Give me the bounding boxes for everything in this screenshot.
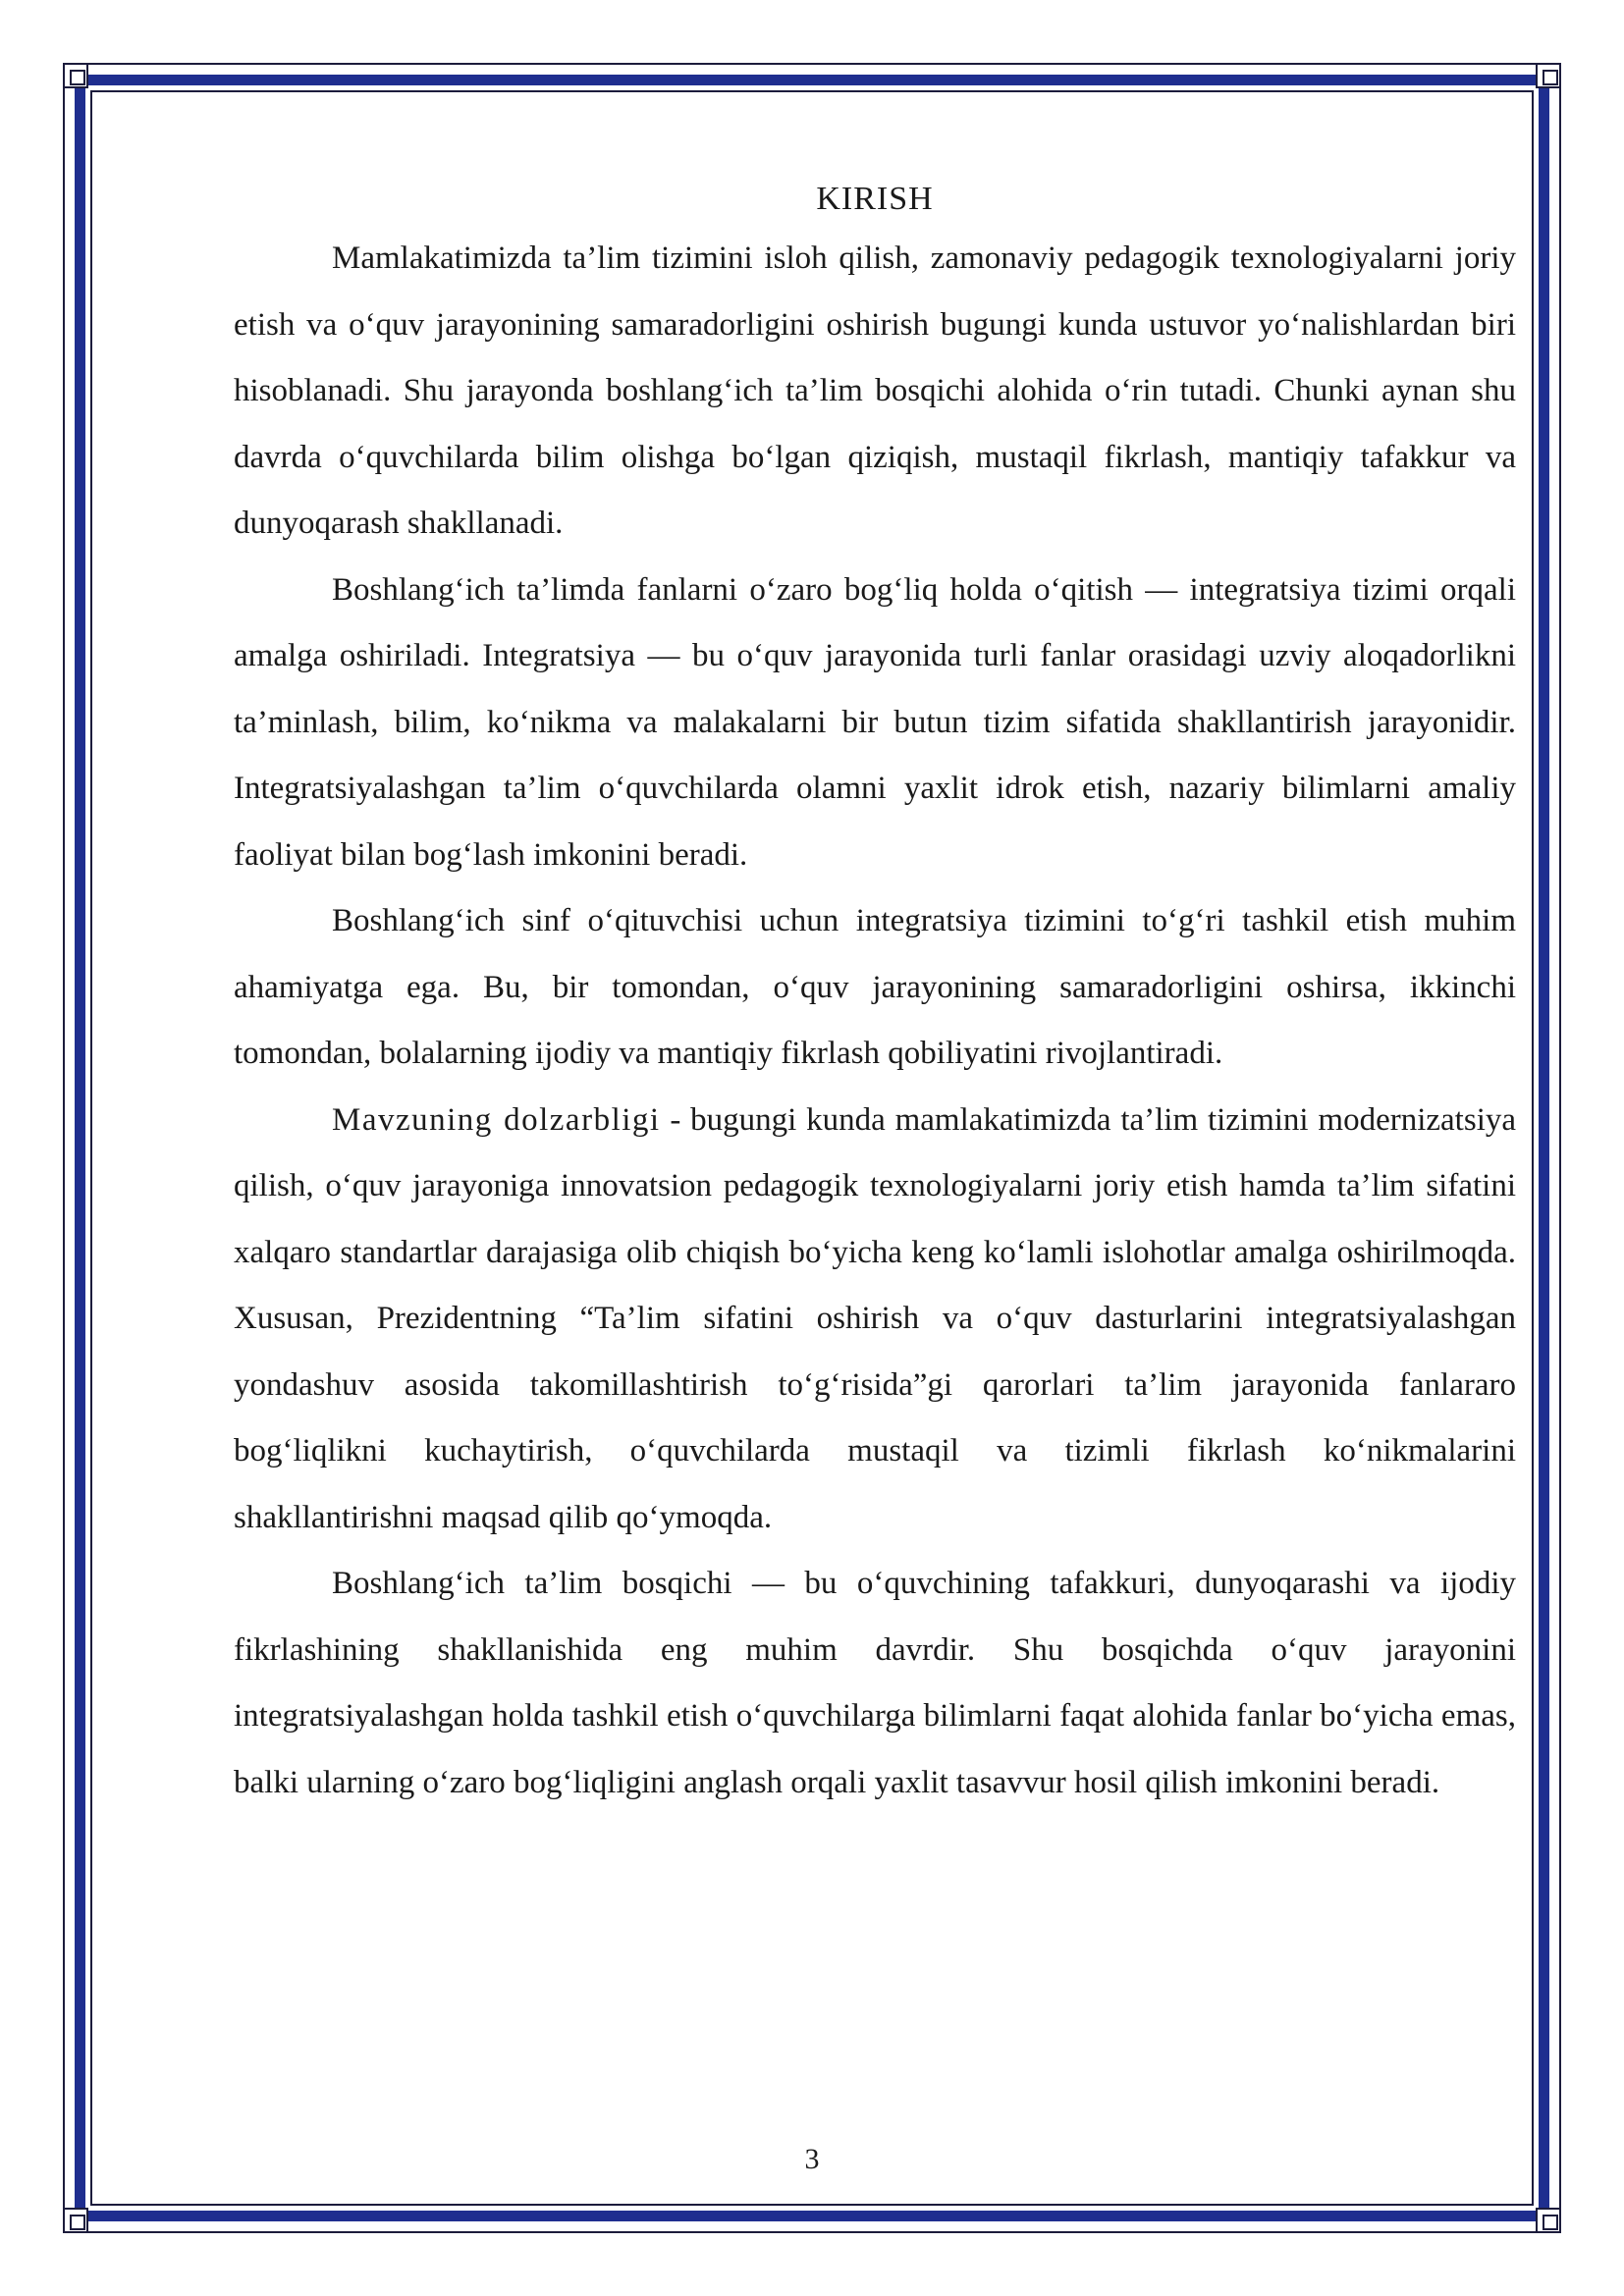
page-number: 3 xyxy=(804,2143,820,2175)
document-body xyxy=(234,175,1516,1816)
paragraph-4 xyxy=(234,1088,1516,1552)
corner-ornament-bottom-right xyxy=(1536,2208,1561,2233)
paragraph-3: Boshlang‘ich sinf o‘qituvchisi uchun integratsiya tizimini to‘g‘ri tashkil etish muhim ahamiyatga ega. Bu, bir tomondan, o‘quv jarayonining samaradorligini oshirsa, ikkinchi tomondan, bolalarning ijodiy va mantiqiy fikrlash qobiliyatini rivojlantiradi. xyxy=(234,903,1516,1071)
paragraph-2: Boshlang‘ich ta’limda fanlarni o‘zaro bog‘liq holda o‘qitish — integratsiya tizimi orqali amalga oshiriladi. Integratsiya — bu o‘quv jarayonida turli fanlar orasidagi uzviy aloqadorlikni ta’minlash, bilim, ko‘nikma va malakalarni bir butun tizim sifatida shakllantirish jarayonidir. Integratsiyalashgan ta’lim o‘quvchilarda olamni yaxlit idrok etish, nazariy bilimlarni amaliy faoliyat bilan bog‘lash imkonini beradi. xyxy=(234,571,1516,873)
section-heading: KIRISH xyxy=(816,181,934,217)
corner-ornament-top-left xyxy=(63,63,88,88)
paragraph-5: Boshlang‘ich ta’lim bosqichi — bu o‘quvchining tafakkuri, dunyoqarashi va ijodiy fikrlashining shakllanishida eng muhim davrdir. Shu bosqichda o‘quv jarayonini integratsiyalashgan holda tashkil etish o‘quvchilarga bilimlarni faqat alohida fanlar bo‘yicha emas, balki ularning o‘zaro bog‘liqligini anglash orqali yaxlit tasavvur hosil qilish imkonini beradi. xyxy=(234,1566,1516,1800)
paragraph-4-text: - bugungi kunda mamlakatimizda ta’lim tizimini modernizatsiya qilish, o‘quv jarayoniga innovatsion pedagogik texnologiyalarni joriy etish hamda ta’lim sifatini xalqaro standartlar darajasiga olib chiqish bo‘yicha keng ko‘lamli islohotlar amalga oshirilmoqda. Xususan, Prezidentning “Ta’lim sifatini oshirish va o‘quv dasturlarini integratsiyalashgan yondashuv asosida takomillashtirish to‘g‘risida”gi qarorlari ta’lim jarayonida fanlararo bog‘liqlikni kuchaytirish, o‘quvchilarda mustaqil va tizimli fikrlash ko‘nikmalarini shakllantirishni maqsad qilib qo‘ymoqda. xyxy=(234,1101,1517,1535)
paragraph-1: Mamlakatimizda ta’lim tizimini isloh qilish, zamonaviy pedagogik texnologiyalarni joriy etish va o‘quv jarayonining samaradorligini oshirish bugungi kunda ustuvor yo‘nalishlardan biri hisoblanadi. Shu jarayonda boshlang‘ich ta’lim bosqichi alohida o‘rin tutadi. Chunki aynan shu davrda o‘quvchilarda bilim olishga bo‘lgan qiziqish, mustaqil fikrlash, mantiqiy tafakkur va dunyoqarash shakllanadi. xyxy=(234,240,1516,541)
corner-ornament-bottom-left xyxy=(63,2208,88,2233)
corner-ornament-top-right xyxy=(1536,63,1561,88)
paragraph-lead-term: Mavzuning dolzarbligi xyxy=(332,1101,661,1138)
